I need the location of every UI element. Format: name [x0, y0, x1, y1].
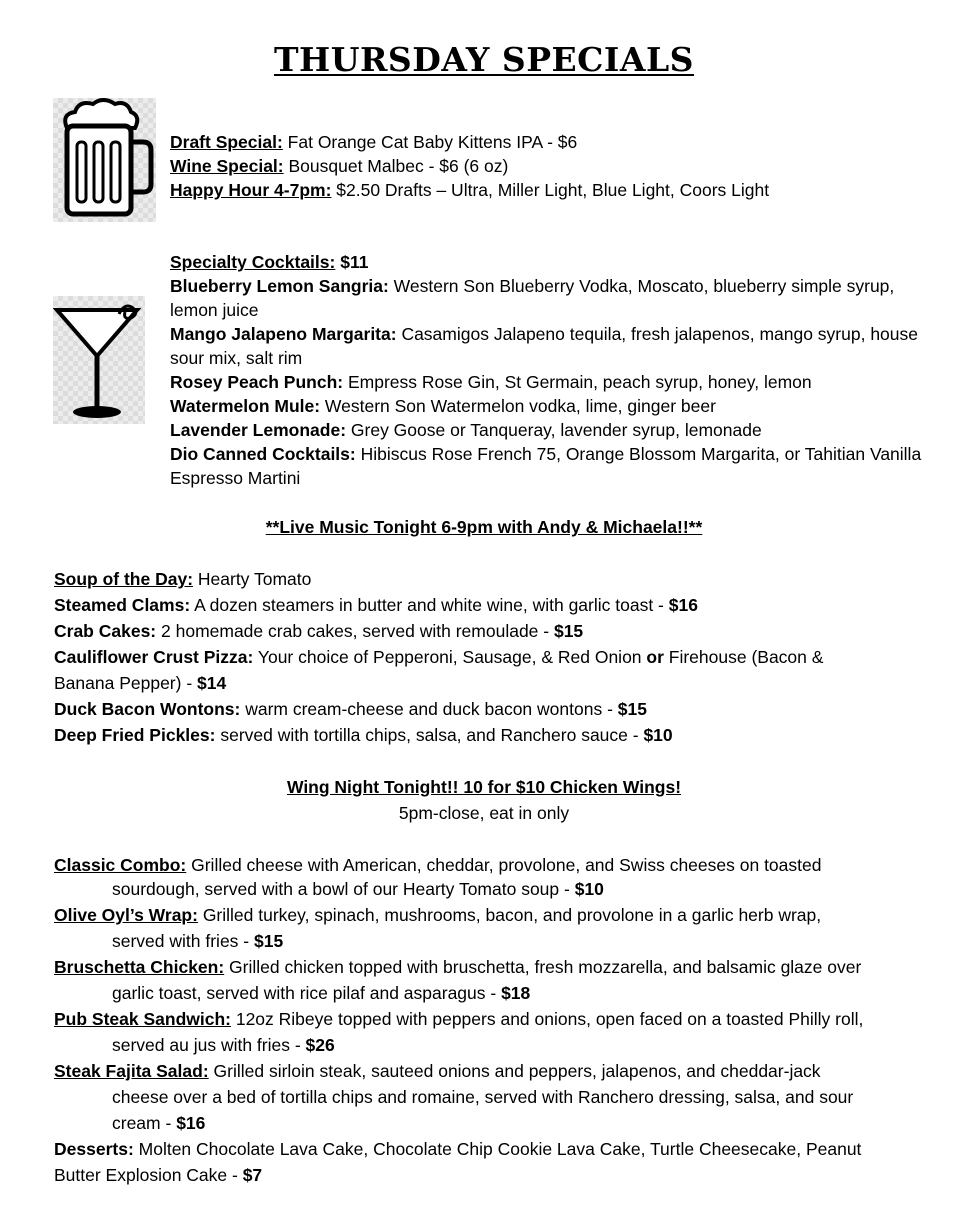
desserts: Desserts: Molten Chocolate Lava Cake, Chocolate Chip Cookie Lava Cake, Turtle Cheesecake, Peanut: [54, 1139, 862, 1159]
deep-fried-pickles: Deep Fried Pickles: served with tortilla chips, salsa, and Ranchero sauce - $10: [54, 725, 673, 745]
cocktail-item: Mango Jalapeno Margarita: Casamigos Jalapeno tequila, fresh jalapenos, mango syrup, house: [170, 324, 919, 344]
entree-item: Classic Combo: Grilled cheese with American, cheddar, provolone, and Swiss cheeses on toasted: [54, 855, 822, 875]
entree-item-cont: served with fries - $15: [112, 931, 284, 951]
desserts-cont: Butter Explosion Cake - $7: [54, 1165, 263, 1185]
cocktail-item-cont: lemon juice: [170, 300, 259, 320]
entree-item-cont: sourdough, served with a bowl of our Hearty Tomato soup - $10: [112, 879, 604, 899]
cocktails-header: Specialty Cocktails: $11: [170, 252, 369, 272]
live-music-banner: **Live Music Tonight 6-9pm with Andy & Michaela!!**: [265, 517, 703, 537]
entree-item-cont: served au jus with fries - $26: [112, 1035, 335, 1055]
cocktail-item-cont: sour mix, salt rim: [170, 348, 303, 368]
beer-mug-icon: [53, 98, 156, 222]
cocktail-item: Dio Canned Cocktails: Hibiscus Rose French 75, Orange Blossom Margarita, or Tahitian Vanilla: [170, 444, 922, 464]
duck-bacon-wontons: Duck Bacon Wontons: warm cream-cheese and duck bacon wontons - $15: [54, 699, 647, 719]
steamed-clams: Steamed Clams: A dozen steamers in butter and white wine, with garlic toast - $16: [54, 595, 698, 615]
entree-item-cont: cream - $16: [112, 1113, 206, 1133]
crab-cakes: Crab Cakes: 2 homemade crab cakes, served with remoulade - $15: [54, 621, 584, 641]
entree-item: Olive Oyl’s Wrap: Grilled turkey, spinach, mushrooms, bacon, and provolone in a garlic herb wrap,: [54, 905, 822, 925]
page-title: THURSDAY SPECIALS: [273, 40, 695, 79]
wing-night-sub: 5pm-close, eat in only: [398, 803, 570, 823]
entree-item: Steak Fajita Salad: Grilled sirloin steak, sauteed onions and peppers, jalapenos, and cheddar-jack: [54, 1061, 821, 1081]
cocktail-item-cont: Espresso Martini: [170, 468, 301, 488]
happy-hour: Happy Hour 4-7pm: $2.50 Drafts – Ultra, Miller Light, Blue Light, Coors Light: [170, 180, 770, 200]
wine-special: Wine Special: Bousquet Malbec - $6 (6 oz): [170, 156, 509, 176]
cocktail-item: Watermelon Mule: Western Son Watermelon vodka, lime, ginger beer: [170, 396, 716, 416]
entree-item-cont: cheese over a bed of tortilla chips and romaine, served with Ranchero dressing, salsa, and sour: [112, 1087, 854, 1107]
cauliflower-pizza-cont: Banana Pepper) - $14: [54, 673, 227, 693]
martini-glass-icon: [53, 296, 145, 424]
draft-special: Draft Special: Fat Orange Cat Baby Kittens IPA - $6: [170, 132, 578, 152]
cocktail-item: Lavender Lemonade: Grey Goose or Tanqueray, lavender syrup, lemonade: [170, 420, 762, 440]
cauliflower-pizza: Cauliflower Crust Pizza: Your choice of Pepperoni, Sausage, & Red Onion or Firehouse (Bacon &: [54, 647, 824, 667]
cocktail-item: Blueberry Lemon Sangria: Western Son Blueberry Vodka, Moscato, blueberry simple syrup,: [170, 276, 895, 296]
entree-item: Bruschetta Chicken: Grilled chicken topped with bruschetta, fresh mozzarella, and balsamic glaze over: [54, 957, 862, 977]
soup-of-the-day: Soup of the Day: Hearty Tomato: [54, 569, 312, 589]
entree-item: Pub Steak Sandwich: 12oz Ribeye topped with peppers and onions, open faced on a toasted Philly roll,: [54, 1009, 864, 1029]
entree-item-cont: garlic toast, served with rice pilaf and asparagus - $18: [112, 983, 531, 1003]
cocktail-item: Rosey Peach Punch: Empress Rose Gin, St Germain, peach syrup, honey, lemon: [170, 372, 812, 392]
wing-night-header: Wing Night Tonight!! 10 for $10 Chicken Wings!: [286, 777, 682, 797]
